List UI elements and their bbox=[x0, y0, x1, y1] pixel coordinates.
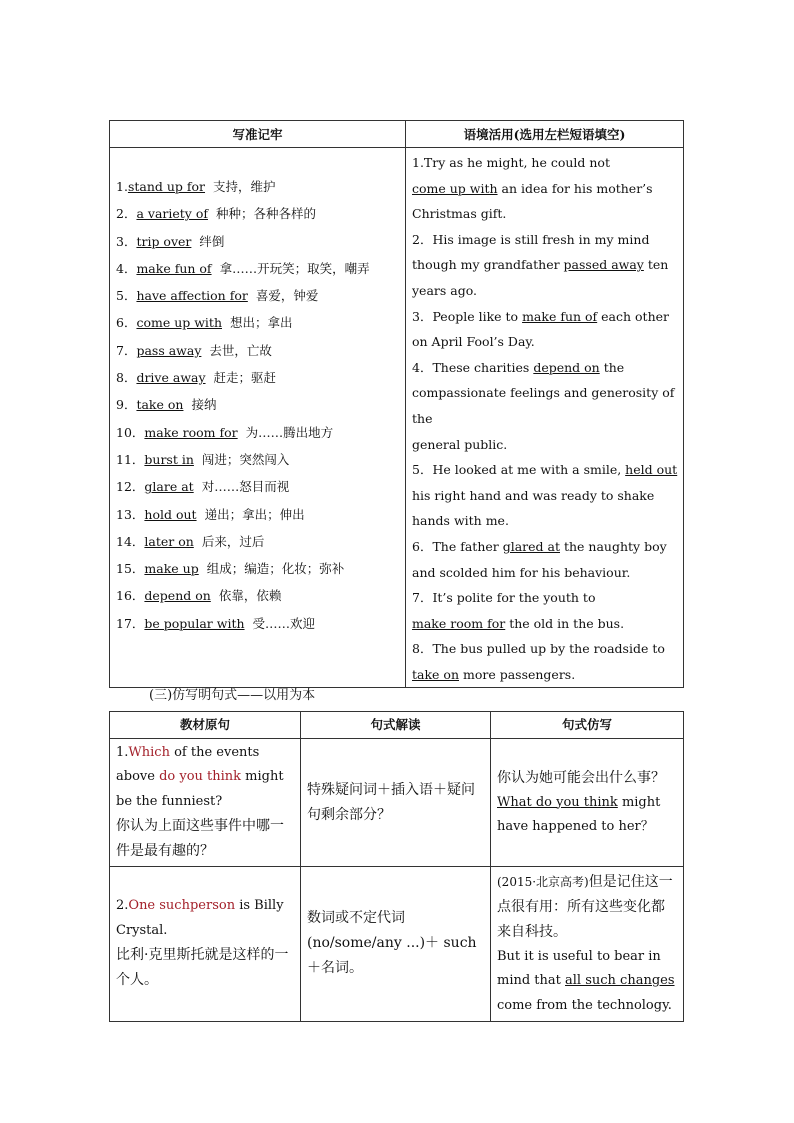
phrase-meaning: 为……腾出地方 bbox=[245, 424, 334, 440]
header-original: 教材原句 bbox=[110, 712, 301, 739]
highlight: One such bbox=[128, 898, 190, 914]
example-line bbox=[412, 636, 679, 662]
phrase-item bbox=[116, 582, 405, 609]
text: Christmas gift. bbox=[412, 206, 507, 222]
phrase-meaning: 受……欢迎 bbox=[252, 615, 316, 631]
example-line bbox=[412, 176, 679, 202]
answer-blank: all such changes bbox=[565, 973, 675, 989]
sentence-pattern-table bbox=[109, 711, 684, 1022]
phrase-meaning: 喜爱，钟爱 bbox=[255, 288, 319, 304]
text: 5．He looked at me with a smile, bbox=[412, 462, 626, 478]
translation: 比利·克里斯托就是这样的一个人。 bbox=[116, 947, 289, 989]
example-item bbox=[412, 355, 679, 457]
phrase-meaning: 闯进；突然闯入 bbox=[201, 451, 290, 467]
phrase-item bbox=[116, 446, 405, 473]
header-imitation: 句式仿写 bbox=[491, 712, 684, 739]
phrase-item bbox=[116, 419, 405, 446]
text: hands with me. bbox=[412, 513, 509, 529]
phrase-meaning: 拿……开玩笑；取笑，嘲弄 bbox=[219, 260, 370, 276]
phrase-item bbox=[116, 255, 405, 282]
example-line bbox=[412, 457, 679, 483]
phrase-item bbox=[116, 364, 405, 391]
phrase-meaning: 接纳 bbox=[191, 397, 217, 413]
text: 4．These charities bbox=[412, 359, 534, 375]
text: 1.Try as he might, he could not bbox=[412, 155, 610, 170]
text: on April Fool’s Day. bbox=[412, 334, 535, 350]
phrase-answer: come up with bbox=[136, 315, 222, 331]
example-line bbox=[412, 662, 679, 688]
phrase-number: 4． bbox=[116, 260, 137, 276]
phrase-number: 12． bbox=[116, 479, 145, 495]
example-line bbox=[412, 611, 679, 637]
phrase-item bbox=[116, 309, 405, 336]
text: ten bbox=[643, 257, 669, 273]
example-line bbox=[412, 560, 679, 586]
phrase-number: 3． bbox=[116, 233, 137, 249]
example-list-cell bbox=[406, 148, 684, 688]
phrase-meaning: 绊倒 bbox=[199, 233, 225, 249]
answer-blank: make room for bbox=[412, 615, 506, 631]
phrase-answer: make fun of bbox=[136, 260, 212, 276]
example-line bbox=[412, 380, 679, 431]
text: 7．It’s polite for the youth to bbox=[412, 590, 596, 606]
imitation-prompt: 你认为她可能会出什么事？ bbox=[497, 769, 665, 786]
phrase-item bbox=[116, 610, 405, 637]
phrase-number: 5． bbox=[116, 288, 137, 304]
answer-blank: glared at bbox=[502, 538, 560, 554]
translation: 你认为上面这些事件中哪一件是最有趣的？ bbox=[116, 818, 284, 860]
pattern-analysis: 数词或不定代词(no/some/any ...)＋ such＋名词。 bbox=[301, 866, 491, 1021]
text: the bbox=[599, 359, 625, 375]
example-line bbox=[412, 201, 679, 227]
text: the naughty boy bbox=[560, 538, 667, 554]
phrase-number: 16． bbox=[116, 588, 145, 604]
phrase-answer: take on bbox=[136, 397, 184, 413]
phrase-number: 13． bbox=[116, 506, 145, 522]
text: more passengers. bbox=[459, 666, 576, 682]
phrase-meaning: 支持，维护 bbox=[213, 179, 276, 194]
phrase-meaning: 赶走；驱赶 bbox=[213, 370, 277, 386]
phrase-answer: pass away bbox=[136, 342, 202, 358]
phrase-number: 8． bbox=[116, 370, 137, 386]
phrase-meaning: 对……怒目而视 bbox=[201, 479, 290, 495]
phrase-item bbox=[116, 337, 405, 364]
example-line bbox=[412, 150, 679, 176]
text: come from the technology. bbox=[497, 997, 672, 1013]
phrase-answer: later on bbox=[144, 533, 194, 549]
phrase-number: 11． bbox=[116, 451, 145, 467]
phrase-answer: a variety of bbox=[136, 206, 208, 222]
example-item bbox=[412, 636, 679, 687]
phrase-answer: drive away bbox=[136, 370, 206, 386]
example-list bbox=[406, 148, 683, 687]
example-item bbox=[412, 585, 679, 636]
text: years ago. bbox=[412, 282, 478, 298]
phrase-answer: stand up for bbox=[127, 179, 206, 194]
text: 8．The bus pulled up by the roadside to bbox=[412, 641, 665, 657]
phrase-list-cell bbox=[110, 148, 406, 688]
pattern-row bbox=[110, 739, 684, 867]
phrase-number: 2． bbox=[116, 206, 137, 222]
example-item bbox=[412, 304, 679, 355]
source-note: (2015·北京高考) bbox=[497, 874, 589, 889]
phrase-meaning: 后来，过后 bbox=[201, 533, 265, 549]
example-line bbox=[412, 585, 679, 611]
example-item bbox=[412, 534, 679, 585]
text: 6．The father bbox=[412, 538, 503, 554]
row-number: 1. bbox=[116, 744, 129, 760]
text: the old in the bus. bbox=[505, 615, 625, 631]
pattern-imitation bbox=[491, 866, 684, 1021]
text: 3．People like to bbox=[412, 308, 523, 324]
phrase-answer: have affection for bbox=[136, 288, 248, 304]
phrase-number: 10． bbox=[116, 424, 145, 440]
original-sentence bbox=[110, 739, 301, 867]
phrase-number: 6． bbox=[116, 315, 137, 331]
answer-blank: passed away bbox=[563, 257, 644, 273]
phrase-item bbox=[116, 473, 405, 500]
pattern-imitation bbox=[491, 739, 684, 867]
answer-blank: depend on bbox=[533, 359, 600, 375]
phrase-number: 17． bbox=[116, 615, 145, 631]
section-heading: (三)仿写明句式——以用为本 bbox=[149, 688, 316, 703]
phrase-item bbox=[116, 391, 405, 418]
phrase-meaning: 依靠，依赖 bbox=[218, 588, 282, 604]
text: general public. bbox=[412, 436, 508, 452]
text: his right hand and was ready to shake bbox=[412, 487, 655, 503]
answer-blank: come up with bbox=[412, 180, 498, 196]
header-context-use: 语境活用(选用左栏短语填空) bbox=[406, 121, 684, 148]
text: each other bbox=[597, 308, 669, 324]
example-line bbox=[412, 304, 679, 330]
pattern-row bbox=[110, 866, 684, 1021]
phrase-answer: glare at bbox=[144, 479, 194, 495]
answer-blank: take on bbox=[412, 666, 459, 682]
phrase-meaning: 去世，亡故 bbox=[209, 342, 272, 358]
phrase-item bbox=[116, 282, 405, 309]
phrase-answer: be popular with bbox=[144, 615, 245, 631]
example-line bbox=[412, 329, 679, 355]
phrase-number: 9． bbox=[116, 397, 137, 413]
pattern-analysis: 特殊疑问词＋插入语＋疑问句剩余部分？ bbox=[301, 739, 491, 867]
header-memorize: 写准记牢 bbox=[110, 121, 406, 148]
highlight: Which bbox=[128, 744, 170, 760]
phrase-item bbox=[116, 200, 405, 227]
example-item bbox=[412, 227, 679, 304]
phrase-answer: make up bbox=[144, 561, 199, 577]
example-line bbox=[412, 252, 679, 278]
text: an idea for his mother’s bbox=[497, 180, 653, 196]
phrase-answer: make room for bbox=[144, 424, 238, 440]
original-sentence bbox=[110, 866, 301, 1021]
text: might have happened to her？ bbox=[497, 794, 661, 835]
phrase-number: 7． bbox=[116, 342, 137, 358]
example-line bbox=[412, 432, 679, 458]
phrase-answer: hold out bbox=[144, 506, 197, 522]
example-line bbox=[412, 483, 679, 509]
highlight: person bbox=[189, 898, 236, 914]
text: But it is useful to bear in mind that bbox=[497, 948, 661, 989]
answer-blank: What do you think bbox=[497, 794, 618, 810]
highlight: do you think bbox=[159, 769, 242, 785]
phrase-item bbox=[116, 173, 405, 200]
phrase-meaning: 想出；拿出 bbox=[230, 315, 293, 331]
phrase-answer: depend on bbox=[144, 588, 211, 604]
example-line bbox=[412, 534, 679, 560]
row-number: 2. bbox=[116, 898, 129, 914]
text: though my grandfather bbox=[412, 257, 564, 273]
imitation-prompt: 但是记住这一点很有用：所有这些变化都来自科技。 bbox=[497, 873, 673, 940]
phrase-list bbox=[110, 148, 405, 637]
phrase-meaning: 种种；各种各样的 bbox=[215, 206, 316, 222]
header-analysis: 句式解读 bbox=[301, 712, 491, 739]
phrase-item bbox=[116, 501, 405, 528]
phrase-item bbox=[116, 228, 405, 255]
phrase-answer: trip over bbox=[136, 233, 192, 249]
text: 2．His image is still fresh in my mind bbox=[412, 231, 650, 247]
phrase-meaning: 递出；拿出；伸出 bbox=[204, 506, 305, 522]
phrase-number: 1. bbox=[116, 179, 128, 194]
example-line bbox=[412, 278, 679, 304]
example-item bbox=[412, 457, 679, 534]
example-line bbox=[412, 227, 679, 253]
phrase-item bbox=[116, 555, 405, 582]
phrase-number: 15． bbox=[116, 561, 145, 577]
phrase-number: 14． bbox=[116, 533, 145, 549]
phrase-meaning: 组成；编造；化妆；弥补 bbox=[206, 561, 345, 577]
example-line bbox=[412, 508, 679, 534]
phrase-table bbox=[109, 120, 684, 688]
phrase-answer: burst in bbox=[144, 451, 194, 467]
text: compassionate feelings and generosity of the bbox=[412, 385, 675, 426]
answer-blank: make fun of bbox=[522, 308, 598, 324]
answer-blank: held out bbox=[625, 462, 678, 478]
example-line bbox=[412, 355, 679, 381]
phrase-item bbox=[116, 528, 405, 555]
text: might be the funniest? bbox=[116, 769, 284, 809]
text: and scolded him for his behaviour. bbox=[412, 564, 631, 580]
text: is Billy Crystal. bbox=[116, 898, 284, 938]
text: of the events above bbox=[116, 744, 260, 785]
example-item bbox=[412, 150, 679, 227]
